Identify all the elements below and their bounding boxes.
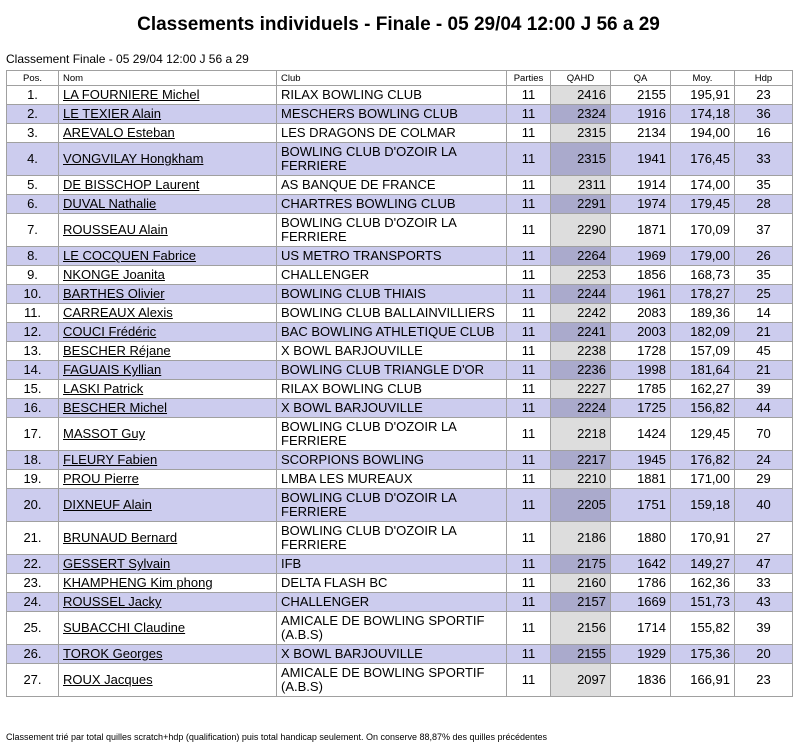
- cell-parties: 11: [507, 105, 551, 124]
- cell-pos: 17.: [7, 418, 59, 451]
- cell-qahd: 2236: [551, 361, 611, 380]
- cell-club: BOWLING CLUB D'OZOIR LA FERRIERE: [277, 418, 507, 451]
- cell-club: AMICALE DE BOWLING SPORTIF (A.B.S): [277, 664, 507, 697]
- cell-qahd: 2227: [551, 380, 611, 399]
- cell-qa: 2003: [611, 323, 671, 342]
- cell-hdp: 39: [735, 380, 793, 399]
- cell-pos: 14.: [7, 361, 59, 380]
- table-row: [7, 418, 793, 451]
- cell-club: AS BANQUE DE FRANCE: [277, 176, 507, 195]
- cell-qa: 1728: [611, 342, 671, 361]
- cell-qa: 1881: [611, 470, 671, 489]
- cell-moy: 178,27: [671, 285, 735, 304]
- cell-club: CHARTRES BOWLING CLUB: [277, 195, 507, 214]
- cell-club: MESCHERS BOWLING CLUB: [277, 105, 507, 124]
- table-row: [7, 304, 793, 323]
- cell-parties: 11: [507, 399, 551, 418]
- cell-qa: 1836: [611, 664, 671, 697]
- cell-pos: 19.: [7, 470, 59, 489]
- cell-hdp: 44: [735, 399, 793, 418]
- table-row: [7, 143, 793, 176]
- cell-pos: 5.: [7, 176, 59, 195]
- cell-qahd: 2175: [551, 555, 611, 574]
- cell-qa: 1725: [611, 399, 671, 418]
- table-caption: Classement Finale - 05 29/04 12:00 J 56 a 29: [6, 52, 249, 66]
- cell-hdp: 23: [735, 664, 793, 697]
- player-name-link[interactable]: BARTHES Olivier: [59, 285, 277, 304]
- cell-moy: 170,09: [671, 214, 735, 247]
- cell-qa: 1714: [611, 612, 671, 645]
- cell-hdp: 35: [735, 266, 793, 285]
- cell-club: IFB: [277, 555, 507, 574]
- player-name-link[interactable]: ROUSSEAU Alain: [59, 214, 277, 247]
- cell-club: US METRO TRANSPORTS: [277, 247, 507, 266]
- table-row: [7, 86, 793, 105]
- table-row: [7, 361, 793, 380]
- cell-club: BOWLING CLUB D'OZOIR LA FERRIERE: [277, 214, 507, 247]
- cell-hdp: 21: [735, 323, 793, 342]
- cell-parties: 11: [507, 522, 551, 555]
- cell-qa: 1786: [611, 574, 671, 593]
- table-row: [7, 124, 793, 143]
- table-row: [7, 522, 793, 555]
- cell-qahd: 2315: [551, 124, 611, 143]
- cell-qa: 1941: [611, 143, 671, 176]
- cell-moy: 182,09: [671, 323, 735, 342]
- table-row: [7, 266, 793, 285]
- cell-club: BOWLING CLUB THIAIS: [277, 285, 507, 304]
- cell-pos: 25.: [7, 612, 59, 645]
- cell-hdp: 33: [735, 143, 793, 176]
- cell-hdp: 16: [735, 124, 793, 143]
- cell-hdp: 21: [735, 361, 793, 380]
- player-name-link[interactable]: DUVAL Nathalie: [59, 195, 277, 214]
- player-name-link[interactable]: KHAMPHENG Kim phong: [59, 574, 277, 593]
- table-row: [7, 451, 793, 470]
- cell-moy: 194,00: [671, 124, 735, 143]
- player-name-link[interactable]: CARREAUX Alexis: [59, 304, 277, 323]
- cell-moy: 157,09: [671, 342, 735, 361]
- cell-club: BOWLING CLUB D'OZOIR LA FERRIERE: [277, 143, 507, 176]
- cell-pos: 27.: [7, 664, 59, 697]
- player-name-link[interactable]: TOROK Georges: [59, 645, 277, 664]
- cell-moy: 175,36: [671, 645, 735, 664]
- player-name-link[interactable]: BESCHER Michel: [59, 399, 277, 418]
- header-club[interactable]: Club: [277, 71, 507, 86]
- cell-parties: 11: [507, 285, 551, 304]
- header-qahd[interactable]: QAHD: [551, 71, 611, 86]
- cell-parties: 11: [507, 342, 551, 361]
- cell-parties: 11: [507, 86, 551, 105]
- cell-pos: 1.: [7, 86, 59, 105]
- cell-hdp: 36: [735, 105, 793, 124]
- cell-pos: 20.: [7, 489, 59, 522]
- player-name-link[interactable]: MASSOT Guy: [59, 418, 277, 451]
- cell-parties: 11: [507, 304, 551, 323]
- cell-moy: 179,00: [671, 247, 735, 266]
- table-row: [7, 664, 793, 697]
- cell-moy: 156,82: [671, 399, 735, 418]
- cell-qahd: 2156: [551, 612, 611, 645]
- cell-moy: 170,91: [671, 522, 735, 555]
- cell-parties: 11: [507, 418, 551, 451]
- table-row: [7, 593, 793, 612]
- cell-moy: 162,36: [671, 574, 735, 593]
- cell-club: CHALLENGER: [277, 593, 507, 612]
- player-name-link[interactable]: LE COCQUEN Fabrice: [59, 247, 277, 266]
- cell-pos: 3.: [7, 124, 59, 143]
- cell-qahd: 2238: [551, 342, 611, 361]
- cell-qa: 1969: [611, 247, 671, 266]
- cell-moy: 168,73: [671, 266, 735, 285]
- cell-hdp: 47: [735, 555, 793, 574]
- cell-moy: 181,64: [671, 361, 735, 380]
- cell-qahd: 2244: [551, 285, 611, 304]
- cell-pos: 21.: [7, 522, 59, 555]
- cell-club: BOWLING CLUB TRIANGLE D'OR: [277, 361, 507, 380]
- cell-qahd: 2224: [551, 399, 611, 418]
- cell-club: LES DRAGONS DE COLMAR: [277, 124, 507, 143]
- table-row: [7, 247, 793, 266]
- table-row: [7, 470, 793, 489]
- player-name-link[interactable]: SUBACCHI Claudine: [59, 612, 277, 645]
- cell-qahd: 2253: [551, 266, 611, 285]
- header-row: [7, 71, 793, 86]
- player-name-link[interactable]: AREVALO Esteban: [59, 124, 277, 143]
- cell-qahd: 2205: [551, 489, 611, 522]
- cell-hdp: 27: [735, 522, 793, 555]
- cell-qahd: 2291: [551, 195, 611, 214]
- header-parties[interactable]: Parties: [507, 71, 551, 86]
- cell-parties: 11: [507, 266, 551, 285]
- cell-hdp: 20: [735, 645, 793, 664]
- table-row: [7, 342, 793, 361]
- table-row: [7, 645, 793, 664]
- cell-qa: 1669: [611, 593, 671, 612]
- cell-qa: 2155: [611, 86, 671, 105]
- table-row: [7, 214, 793, 247]
- cell-pos: 4.: [7, 143, 59, 176]
- cell-moy: 176,45: [671, 143, 735, 176]
- cell-club: BOWLING CLUB D'OZOIR LA FERRIERE: [277, 489, 507, 522]
- cell-qa: 1961: [611, 285, 671, 304]
- cell-qa: 1856: [611, 266, 671, 285]
- cell-pos: 8.: [7, 247, 59, 266]
- cell-club: X BOWL BARJOUVILLE: [277, 645, 507, 664]
- table-row: [7, 489, 793, 522]
- cell-hdp: 45: [735, 342, 793, 361]
- player-name-link[interactable]: LA FOURNIERE Michel: [59, 86, 277, 105]
- cell-qahd: 2097: [551, 664, 611, 697]
- header-pos[interactable]: Pos.: [7, 71, 59, 86]
- cell-pos: 6.: [7, 195, 59, 214]
- cell-parties: 11: [507, 143, 551, 176]
- cell-club: AMICALE DE BOWLING SPORTIF (A.B.S): [277, 612, 507, 645]
- results-body: [7, 86, 793, 697]
- cell-pos: 10.: [7, 285, 59, 304]
- cell-hdp: 29: [735, 470, 793, 489]
- cell-moy: 149,27: [671, 555, 735, 574]
- cell-parties: 11: [507, 195, 551, 214]
- cell-hdp: 33: [735, 574, 793, 593]
- cell-qahd: 2324: [551, 105, 611, 124]
- cell-qa: 1871: [611, 214, 671, 247]
- table-row: [7, 380, 793, 399]
- table-row: [7, 105, 793, 124]
- cell-hdp: 25: [735, 285, 793, 304]
- cell-hdp: 43: [735, 593, 793, 612]
- cell-hdp: 70: [735, 418, 793, 451]
- table-row: [7, 285, 793, 304]
- cell-pos: 12.: [7, 323, 59, 342]
- cell-qahd: 2290: [551, 214, 611, 247]
- cell-pos: 22.: [7, 555, 59, 574]
- cell-moy: 166,91: [671, 664, 735, 697]
- cell-qa: 2083: [611, 304, 671, 323]
- cell-qahd: 2242: [551, 304, 611, 323]
- cell-qahd: 2264: [551, 247, 611, 266]
- cell-club: X BOWL BARJOUVILLE: [277, 399, 507, 418]
- cell-hdp: 35: [735, 176, 793, 195]
- cell-qa: 1424: [611, 418, 671, 451]
- player-name-link[interactable]: FLEURY Fabien: [59, 451, 277, 470]
- cell-club: SCORPIONS BOWLING: [277, 451, 507, 470]
- cell-qahd: 2157: [551, 593, 611, 612]
- cell-moy: 171,00: [671, 470, 735, 489]
- cell-qahd: 2315: [551, 143, 611, 176]
- cell-moy: 174,00: [671, 176, 735, 195]
- cell-qa: 1751: [611, 489, 671, 522]
- cell-parties: 11: [507, 489, 551, 522]
- player-name-link[interactable]: GESSERT Sylvain: [59, 555, 277, 574]
- cell-pos: 18.: [7, 451, 59, 470]
- header-hdp[interactable]: Hdp: [735, 71, 793, 86]
- cell-qa: 1916: [611, 105, 671, 124]
- cell-qahd: 2210: [551, 470, 611, 489]
- cell-moy: 162,27: [671, 380, 735, 399]
- cell-hdp: 40: [735, 489, 793, 522]
- cell-moy: 176,82: [671, 451, 735, 470]
- cell-pos: 23.: [7, 574, 59, 593]
- cell-pos: 13.: [7, 342, 59, 361]
- cell-qa: 1998: [611, 361, 671, 380]
- cell-parties: 11: [507, 612, 551, 645]
- cell-qa: 2134: [611, 124, 671, 143]
- cell-qa: 1914: [611, 176, 671, 195]
- cell-parties: 11: [507, 380, 551, 399]
- cell-hdp: 14: [735, 304, 793, 323]
- cell-parties: 11: [507, 323, 551, 342]
- cell-parties: 11: [507, 247, 551, 266]
- cell-pos: 2.: [7, 105, 59, 124]
- player-name-link[interactable]: PROU Pierre: [59, 470, 277, 489]
- player-name-link[interactable]: COUCI Frédéric: [59, 323, 277, 342]
- player-name-link[interactable]: LE TEXIER Alain: [59, 105, 277, 124]
- cell-parties: 11: [507, 470, 551, 489]
- player-name-link[interactable]: VONGVILAY Hongkham: [59, 143, 277, 176]
- table-row: [7, 612, 793, 645]
- cell-parties: 11: [507, 555, 551, 574]
- cell-qahd: 2217: [551, 451, 611, 470]
- footnote: Classement trié par total quilles scratch+hdp (qualification) puis total handicap seulement. On conserve 88,87% des quilles précédentes: [6, 732, 548, 742]
- player-name-link[interactable]: DE BISSCHOP Laurent: [59, 176, 277, 195]
- player-name-link[interactable]: FAGUAIS Kyllian: [59, 361, 277, 380]
- cell-pos: 26.: [7, 645, 59, 664]
- table-row: [7, 176, 793, 195]
- cell-parties: 11: [507, 451, 551, 470]
- cell-club: BAC BOWLING ATHLETIQUE CLUB: [277, 323, 507, 342]
- cell-moy: 159,18: [671, 489, 735, 522]
- page-title: Classements individuels - Finale - 05 29/04 12:00 J 56 a 29: [137, 14, 660, 35]
- cell-qahd: 2311: [551, 176, 611, 195]
- cell-club: BOWLING CLUB D'OZOIR LA FERRIERE: [277, 522, 507, 555]
- cell-parties: 11: [507, 593, 551, 612]
- table-row: [7, 555, 793, 574]
- cell-club: CHALLENGER: [277, 266, 507, 285]
- cell-club: RILAX BOWLING CLUB: [277, 380, 507, 399]
- cell-qa: 1974: [611, 195, 671, 214]
- cell-qahd: 2160: [551, 574, 611, 593]
- cell-moy: 195,91: [671, 86, 735, 105]
- cell-hdp: 39: [735, 612, 793, 645]
- table-row: [7, 195, 793, 214]
- cell-moy: 155,82: [671, 612, 735, 645]
- cell-pos: 16.: [7, 399, 59, 418]
- cell-pos: 11.: [7, 304, 59, 323]
- cell-qa: 1880: [611, 522, 671, 555]
- cell-qahd: 2186: [551, 522, 611, 555]
- table-row: [7, 323, 793, 342]
- player-name-link[interactable]: DIXNEUF Alain: [59, 489, 277, 522]
- cell-hdp: 26: [735, 247, 793, 266]
- cell-parties: 11: [507, 176, 551, 195]
- cell-hdp: 37: [735, 214, 793, 247]
- cell-parties: 11: [507, 361, 551, 380]
- cell-parties: 11: [507, 214, 551, 247]
- cell-qahd: 2218: [551, 418, 611, 451]
- cell-parties: 11: [507, 664, 551, 697]
- cell-pos: 24.: [7, 593, 59, 612]
- cell-hdp: 24: [735, 451, 793, 470]
- header-qa[interactable]: QA: [611, 71, 671, 86]
- cell-moy: 179,45: [671, 195, 735, 214]
- cell-moy: 151,73: [671, 593, 735, 612]
- cell-club: RILAX BOWLING CLUB: [277, 86, 507, 105]
- cell-qahd: 2241: [551, 323, 611, 342]
- cell-parties: 11: [507, 645, 551, 664]
- cell-club: DELTA FLASH BC: [277, 574, 507, 593]
- results-table: [6, 70, 793, 697]
- cell-qa: 1945: [611, 451, 671, 470]
- player-name-link[interactable]: LASKI Patrick: [59, 380, 277, 399]
- player-name-link[interactable]: NKONGE Joanita: [59, 266, 277, 285]
- cell-qa: 1642: [611, 555, 671, 574]
- cell-club: BOWLING CLUB BALLAINVILLIERS: [277, 304, 507, 323]
- cell-club: LMBA LES MUREAUX: [277, 470, 507, 489]
- cell-pos: 9.: [7, 266, 59, 285]
- cell-pos: 15.: [7, 380, 59, 399]
- cell-moy: 174,18: [671, 105, 735, 124]
- cell-qahd: 2155: [551, 645, 611, 664]
- cell-parties: 11: [507, 124, 551, 143]
- table-row: [7, 399, 793, 418]
- player-name-link[interactable]: ROUX Jacques: [59, 664, 277, 697]
- cell-pos: 7.: [7, 214, 59, 247]
- table-row: [7, 574, 793, 593]
- header-moy[interactable]: Moy.: [671, 71, 735, 86]
- cell-qa: 1929: [611, 645, 671, 664]
- header-nom[interactable]: Nom: [59, 71, 277, 86]
- player-name-link[interactable]: BESCHER Réjane: [59, 342, 277, 361]
- cell-hdp: 23: [735, 86, 793, 105]
- cell-hdp: 28: [735, 195, 793, 214]
- cell-club: X BOWL BARJOUVILLE: [277, 342, 507, 361]
- cell-qa: 1785: [611, 380, 671, 399]
- cell-moy: 189,36: [671, 304, 735, 323]
- player-name-link[interactable]: BRUNAUD Bernard: [59, 522, 277, 555]
- cell-qahd: 2416: [551, 86, 611, 105]
- player-name-link[interactable]: ROUSSEL Jacky: [59, 593, 277, 612]
- cell-moy: 129,45: [671, 418, 735, 451]
- cell-parties: 11: [507, 574, 551, 593]
